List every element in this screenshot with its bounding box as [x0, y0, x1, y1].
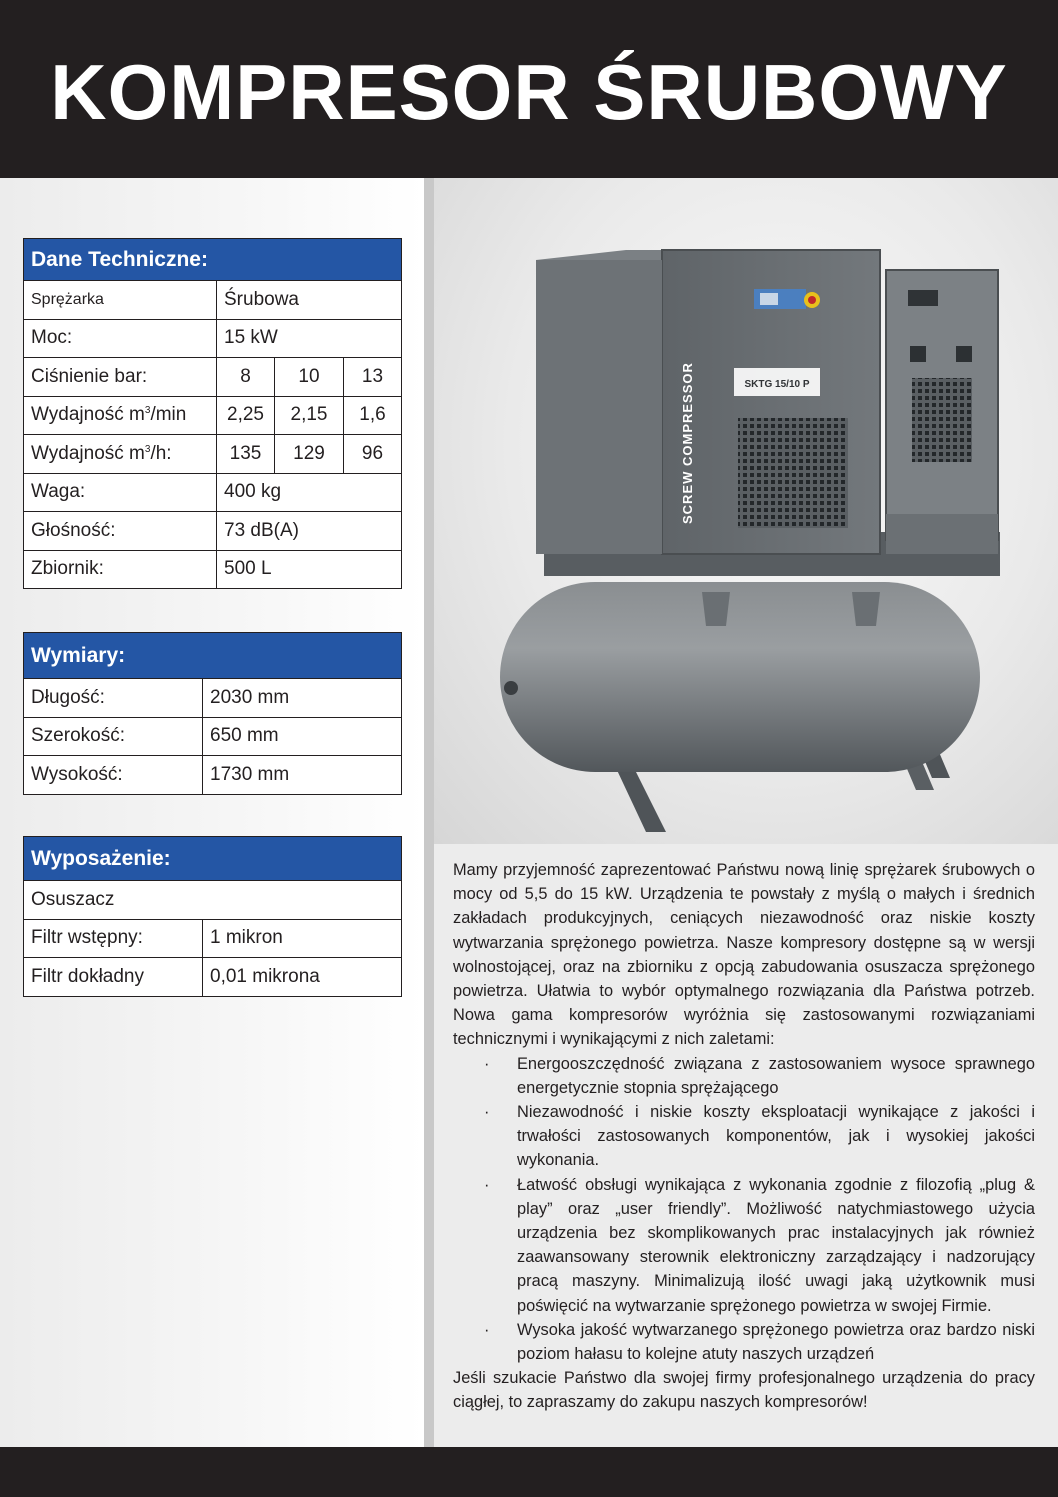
row-label: Wysokość:: [24, 756, 203, 795]
row-value: 15 kW: [217, 319, 402, 358]
row-value: 1730 mm: [203, 756, 402, 795]
row-value: 2,25: [217, 396, 275, 435]
row-value: 129: [275, 435, 344, 474]
table-row: [24, 319, 402, 358]
table-row: [24, 756, 402, 795]
row-value: 10: [275, 358, 344, 397]
compressor-image: [434, 178, 1058, 844]
row-label: Filtr dokładny: [24, 958, 203, 997]
table-row: [24, 473, 402, 512]
row-label: Osuszacz: [24, 881, 402, 920]
row-value: 2030 mm: [203, 679, 402, 718]
side-label: SCREW COMPRESSOR: [680, 362, 695, 524]
table-row: [24, 717, 402, 756]
row-label: Głośność:: [24, 512, 217, 551]
row-label: Filtr wstępny:: [24, 919, 203, 958]
page-title: KOMPRESOR ŚRUBOWY: [50, 47, 1008, 136]
dimensions-table: [23, 632, 402, 795]
feature-list: [453, 1052, 1035, 1367]
table-row: [24, 512, 402, 551]
row-value: 1,6: [344, 396, 402, 435]
row-value: 135: [217, 435, 275, 474]
row-label: Wydajność $m^3/\min$: [24, 396, 217, 435]
table-row: [24, 881, 402, 920]
table-row: [24, 550, 402, 589]
description-text: [453, 858, 1035, 1415]
list-item: · Łatwość obsługi wynikająca z wykonania zgodnie z filozofią „plug & play” oraz „user friendly”. Możliwość natychmiastowego użycia urządzenia bez skomplikowanych prac instalacyjnych jak również zaawansowany sterownik elektroniczny zarządzający i nadzorujący pracą maszyny. Minimalizują ilość uwagi jaką użytkownik musi poświęcić na wytwarzanie sprężonego powietrza w swojej Firmie.: [484, 1175, 1035, 1315]
list-item: · Wysoka jakość wytwarzanego sprężonego powietrza oraz bardzo niski poziom hałasu to kolejne atuty naszych urządzeń: [484, 1320, 1035, 1364]
page-footer: [0, 1447, 1058, 1497]
row-label: Szerokość:: [24, 717, 203, 756]
product-photo: [434, 178, 1058, 844]
row-label: Waga:: [24, 473, 217, 512]
row-value: 500 L: [217, 550, 402, 589]
row-value: 1 mikron: [203, 919, 402, 958]
row-value: 96: [344, 435, 402, 474]
row-value: Śrubowa: [217, 281, 402, 320]
table-row: [24, 958, 402, 997]
row-value: 2,15: [275, 396, 344, 435]
tech-data-table: [23, 238, 402, 589]
equipment-table: [23, 836, 402, 997]
row-value: 0,01 mikrona: [203, 958, 402, 997]
row-value: 400 kg: [217, 473, 402, 512]
dimensions-title: Wymiary:: [24, 633, 402, 679]
tech-data-title: Dane Techniczne:: [24, 239, 402, 281]
table-row: [24, 679, 402, 718]
row-value: 13: [344, 358, 402, 397]
list-item: · Energooszczędność związana z zastosowaniem wysoce sprawnego energetycznie stopnia sprężającego: [484, 1054, 1035, 1097]
equipment-title: Wyposażenie:: [24, 837, 402, 881]
table-row: [24, 435, 402, 474]
column-divider: [424, 178, 434, 1447]
model-plate: SKTG 15/10 P: [744, 379, 810, 390]
row-label: Zbiornik:: [24, 550, 217, 589]
list-item: · Niezawodność i niskie koszty eksploatacji wynikające z jakości i trwałości zastosowanych komponentów, jak i wysokiej jakości wykonania.: [484, 1103, 1035, 1170]
row-label: Sprężarka: [24, 281, 217, 320]
page-header: [0, 0, 1058, 178]
description-outro: Jeśli szukacie Państwo dla swojej firmy profesjonalnego urządzenia do pracy ciągłej, to zapraszamy do zakupu naszych kompresorów!: [453, 1369, 1035, 1412]
row-value: 650 mm: [203, 717, 402, 756]
row-label: Długość:: [24, 679, 203, 718]
row-value: 8: [217, 358, 275, 397]
description-intro: Mamy przyjemność zaprezentować Państwu nową linię sprężarek śrubowych o mocy od 5,5 do 15 kW. Urządzenia te powstały z myślą o małych i średnich zakładach produkcyjnych, ceniących niezawodność oraz niskie koszty wytwarzania sprężonego powietrza. Nasze kompresory dostępne są w wersji wolnostojącej, oraz na zbiorniku z opcją zabudowania osuszacza sprężonego powietrza. Ułatwia to wybór optymalnego rozwiązania dla Państwa potrzeb. Nowa gama kompresorów wyróżnia się zastosowanymi rozwiązaniami technicznymi i wynikającymi z nich zaletami:: [453, 861, 1035, 1049]
table-row: [24, 358, 402, 397]
row-label: Ciśnienie bar:: [24, 358, 217, 397]
row-value: 73 dB(A): [217, 512, 402, 551]
row-label: Moc:: [24, 319, 217, 358]
table-row: [24, 281, 402, 320]
table-row: [24, 919, 402, 958]
row-label: Wydajność $m^3/h$:: [24, 435, 217, 474]
table-row: [24, 396, 402, 435]
